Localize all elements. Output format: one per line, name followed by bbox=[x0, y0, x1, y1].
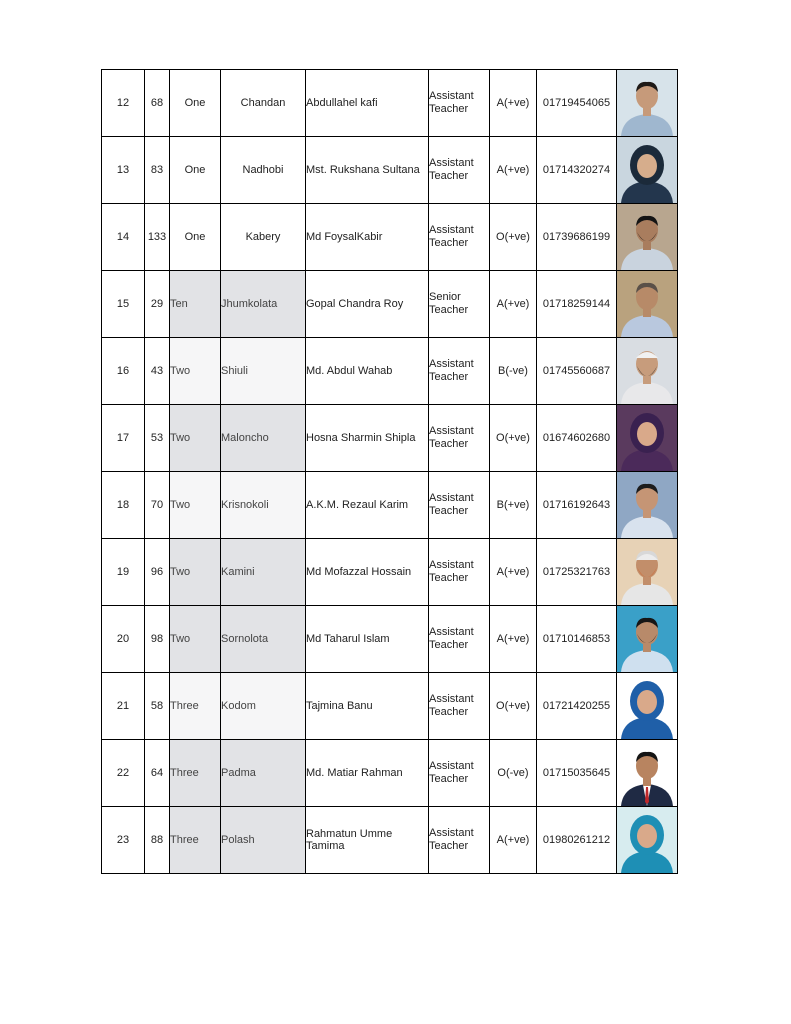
name-cell: Md. Matiar Rahman bbox=[306, 740, 429, 807]
portrait-photo bbox=[617, 539, 677, 605]
class-cell: One bbox=[170, 137, 221, 204]
table-row bbox=[102, 673, 678, 740]
serial-cell: 16 bbox=[102, 338, 145, 405]
section-cell: Krisnokoli bbox=[221, 472, 306, 539]
blood-group-cell: A(+ve) bbox=[490, 137, 537, 204]
name-cell: Abdullahel kafi bbox=[306, 70, 429, 137]
designation-line: Teacher bbox=[429, 237, 469, 249]
table-row bbox=[102, 271, 678, 338]
designation-cell bbox=[429, 740, 490, 807]
phone-cell: 01674602680 bbox=[537, 405, 617, 472]
id-cell: 68 bbox=[145, 70, 170, 137]
portrait-photo bbox=[617, 472, 677, 538]
serial-cell: 19 bbox=[102, 539, 145, 606]
serial-cell: 23 bbox=[102, 807, 145, 874]
class-cell: One bbox=[170, 204, 221, 271]
id-cell: 96 bbox=[145, 539, 170, 606]
name-cell: Gopal Chandra Roy bbox=[306, 271, 429, 338]
photo-cell bbox=[617, 740, 678, 807]
name-cell: Md. Abdul Wahab bbox=[306, 338, 429, 405]
staff-table bbox=[101, 69, 678, 874]
designation-line: Assistant bbox=[429, 760, 474, 772]
class-cell: Two bbox=[170, 472, 221, 539]
designation-line: Teacher bbox=[429, 773, 469, 785]
serial-cell: 13 bbox=[102, 137, 145, 204]
id-cell: 133 bbox=[145, 204, 170, 271]
id-cell: 88 bbox=[145, 807, 170, 874]
designation-cell bbox=[429, 606, 490, 673]
designation-cell bbox=[429, 405, 490, 472]
serial-cell: 14 bbox=[102, 204, 145, 271]
section-cell: Polash bbox=[221, 807, 306, 874]
designation-line: Assistant bbox=[429, 425, 474, 437]
phone-cell: 01716192643 bbox=[537, 472, 617, 539]
name-cell: Tajmina Banu bbox=[306, 673, 429, 740]
portrait-photo bbox=[617, 405, 677, 471]
designation-cell bbox=[429, 807, 490, 874]
table-row bbox=[102, 338, 678, 405]
blood-group-cell: O(+ve) bbox=[490, 204, 537, 271]
table-row bbox=[102, 70, 678, 137]
phone-cell: 01739686199 bbox=[537, 204, 617, 271]
class-cell: Three bbox=[170, 740, 221, 807]
name-cell: A.K.M. Rezaul Karim bbox=[306, 472, 429, 539]
designation-line: Assistant bbox=[429, 626, 474, 638]
blood-group-cell: O(+ve) bbox=[490, 673, 537, 740]
section-cell: Nadhobi bbox=[221, 137, 306, 204]
serial-cell: 20 bbox=[102, 606, 145, 673]
table-row bbox=[102, 472, 678, 539]
designation-line: Assistant bbox=[429, 358, 474, 370]
designation-line: Teacher bbox=[429, 438, 469, 450]
id-cell: 53 bbox=[145, 405, 170, 472]
blood-group-cell: A(+ve) bbox=[490, 606, 537, 673]
designation-line: Teacher bbox=[429, 572, 469, 584]
table-row bbox=[102, 405, 678, 472]
designation-line: Teacher bbox=[429, 706, 469, 718]
designation-cell bbox=[429, 70, 490, 137]
photo-cell bbox=[617, 606, 678, 673]
designation-line: Assistant bbox=[429, 157, 474, 169]
portrait-photo bbox=[617, 673, 677, 739]
phone-cell: 01718259144 bbox=[537, 271, 617, 338]
name-cell: Md Taharul Islam bbox=[306, 606, 429, 673]
designation-line: Assistant bbox=[429, 90, 474, 102]
blood-group-cell: O(+ve) bbox=[490, 405, 537, 472]
photo-cell bbox=[617, 405, 678, 472]
name-cell: Md Mofazzal Hossain bbox=[306, 539, 429, 606]
id-cell: 58 bbox=[145, 673, 170, 740]
id-cell: 98 bbox=[145, 606, 170, 673]
portrait-photo bbox=[617, 740, 677, 806]
phone-cell: 01745560687 bbox=[537, 338, 617, 405]
serial-cell: 21 bbox=[102, 673, 145, 740]
designation-line: Assistant bbox=[429, 559, 474, 571]
section-cell: Jhumkolata bbox=[221, 271, 306, 338]
class-cell: Three bbox=[170, 807, 221, 874]
id-cell: 83 bbox=[145, 137, 170, 204]
designation-line: Teacher bbox=[429, 840, 469, 852]
portrait-photo bbox=[617, 338, 677, 404]
photo-cell bbox=[617, 271, 678, 338]
designation-line: Teacher bbox=[429, 371, 469, 383]
class-cell: Two bbox=[170, 606, 221, 673]
phone-cell: 01725321763 bbox=[537, 539, 617, 606]
designation-cell bbox=[429, 673, 490, 740]
photo-cell bbox=[617, 472, 678, 539]
photo-cell bbox=[617, 807, 678, 874]
blood-group-cell: B(-ve) bbox=[490, 338, 537, 405]
designation-line: Teacher bbox=[429, 103, 469, 115]
phone-cell: 01715035645 bbox=[537, 740, 617, 807]
class-cell: One bbox=[170, 70, 221, 137]
designation-line: Teacher bbox=[429, 505, 469, 517]
photo-cell bbox=[617, 539, 678, 606]
section-cell: Padma bbox=[221, 740, 306, 807]
designation-cell bbox=[429, 137, 490, 204]
section-cell: Shiuli bbox=[221, 338, 306, 405]
class-cell: Three bbox=[170, 673, 221, 740]
portrait-photo bbox=[617, 271, 677, 337]
designation-cell bbox=[429, 271, 490, 338]
table-row bbox=[102, 204, 678, 271]
blood-group-cell: B(+ve) bbox=[490, 472, 537, 539]
phone-cell: 01719454065 bbox=[537, 70, 617, 137]
section-cell: Sornolota bbox=[221, 606, 306, 673]
designation-cell bbox=[429, 472, 490, 539]
section-cell: Chandan bbox=[221, 70, 306, 137]
blood-group-cell: A(+ve) bbox=[490, 70, 537, 137]
id-cell: 64 bbox=[145, 740, 170, 807]
blood-group-cell: O(-ve) bbox=[490, 740, 537, 807]
table-body bbox=[102, 70, 678, 874]
designation-line: Senior bbox=[429, 291, 461, 303]
table-row bbox=[102, 539, 678, 606]
id-cell: 70 bbox=[145, 472, 170, 539]
portrait-photo bbox=[617, 70, 677, 136]
table-row bbox=[102, 807, 678, 874]
designation-cell bbox=[429, 338, 490, 405]
designation-line: Assistant bbox=[429, 693, 474, 705]
serial-cell: 22 bbox=[102, 740, 145, 807]
portrait-photo bbox=[617, 606, 677, 672]
portrait-photo bbox=[617, 807, 677, 873]
designation-line: Assistant bbox=[429, 492, 474, 504]
name-cell: Rahmatun Umme Tamima bbox=[306, 807, 429, 874]
phone-cell: 01980261212 bbox=[537, 807, 617, 874]
portrait-photo bbox=[617, 137, 677, 203]
section-cell: Kamini bbox=[221, 539, 306, 606]
class-cell: Two bbox=[170, 539, 221, 606]
blood-group-cell: A(+ve) bbox=[490, 539, 537, 606]
section-cell: Maloncho bbox=[221, 405, 306, 472]
designation-line: Assistant bbox=[429, 224, 474, 236]
photo-cell bbox=[617, 673, 678, 740]
photo-cell bbox=[617, 70, 678, 137]
class-cell: Ten bbox=[170, 271, 221, 338]
designation-line: Teacher bbox=[429, 170, 469, 182]
designation-cell bbox=[429, 204, 490, 271]
designation-line: Assistant bbox=[429, 827, 474, 839]
photo-cell bbox=[617, 204, 678, 271]
name-cell: Mst. Rukshana Sultana bbox=[306, 137, 429, 204]
designation-line: Teacher bbox=[429, 639, 469, 651]
serial-cell: 12 bbox=[102, 70, 145, 137]
section-cell: Kabery bbox=[221, 204, 306, 271]
class-cell: Two bbox=[170, 338, 221, 405]
serial-cell: 17 bbox=[102, 405, 145, 472]
designation-line: Teacher bbox=[429, 304, 469, 316]
phone-cell: 01714320274 bbox=[537, 137, 617, 204]
table-row bbox=[102, 740, 678, 807]
table-row bbox=[102, 137, 678, 204]
portrait-photo bbox=[617, 204, 677, 270]
id-cell: 29 bbox=[145, 271, 170, 338]
phone-cell: 01710146853 bbox=[537, 606, 617, 673]
id-cell: 43 bbox=[145, 338, 170, 405]
photo-cell bbox=[617, 338, 678, 405]
photo-cell bbox=[617, 137, 678, 204]
designation-cell bbox=[429, 539, 490, 606]
class-cell: Two bbox=[170, 405, 221, 472]
name-cell: Hosna Sharmin Shipla bbox=[306, 405, 429, 472]
serial-cell: 15 bbox=[102, 271, 145, 338]
phone-cell: 01721420255 bbox=[537, 673, 617, 740]
section-cell: Kodom bbox=[221, 673, 306, 740]
name-cell: Md FoysalKabir bbox=[306, 204, 429, 271]
blood-group-cell: A(+ve) bbox=[490, 807, 537, 874]
table-row bbox=[102, 606, 678, 673]
blood-group-cell: A(+ve) bbox=[490, 271, 537, 338]
serial-cell: 18 bbox=[102, 472, 145, 539]
